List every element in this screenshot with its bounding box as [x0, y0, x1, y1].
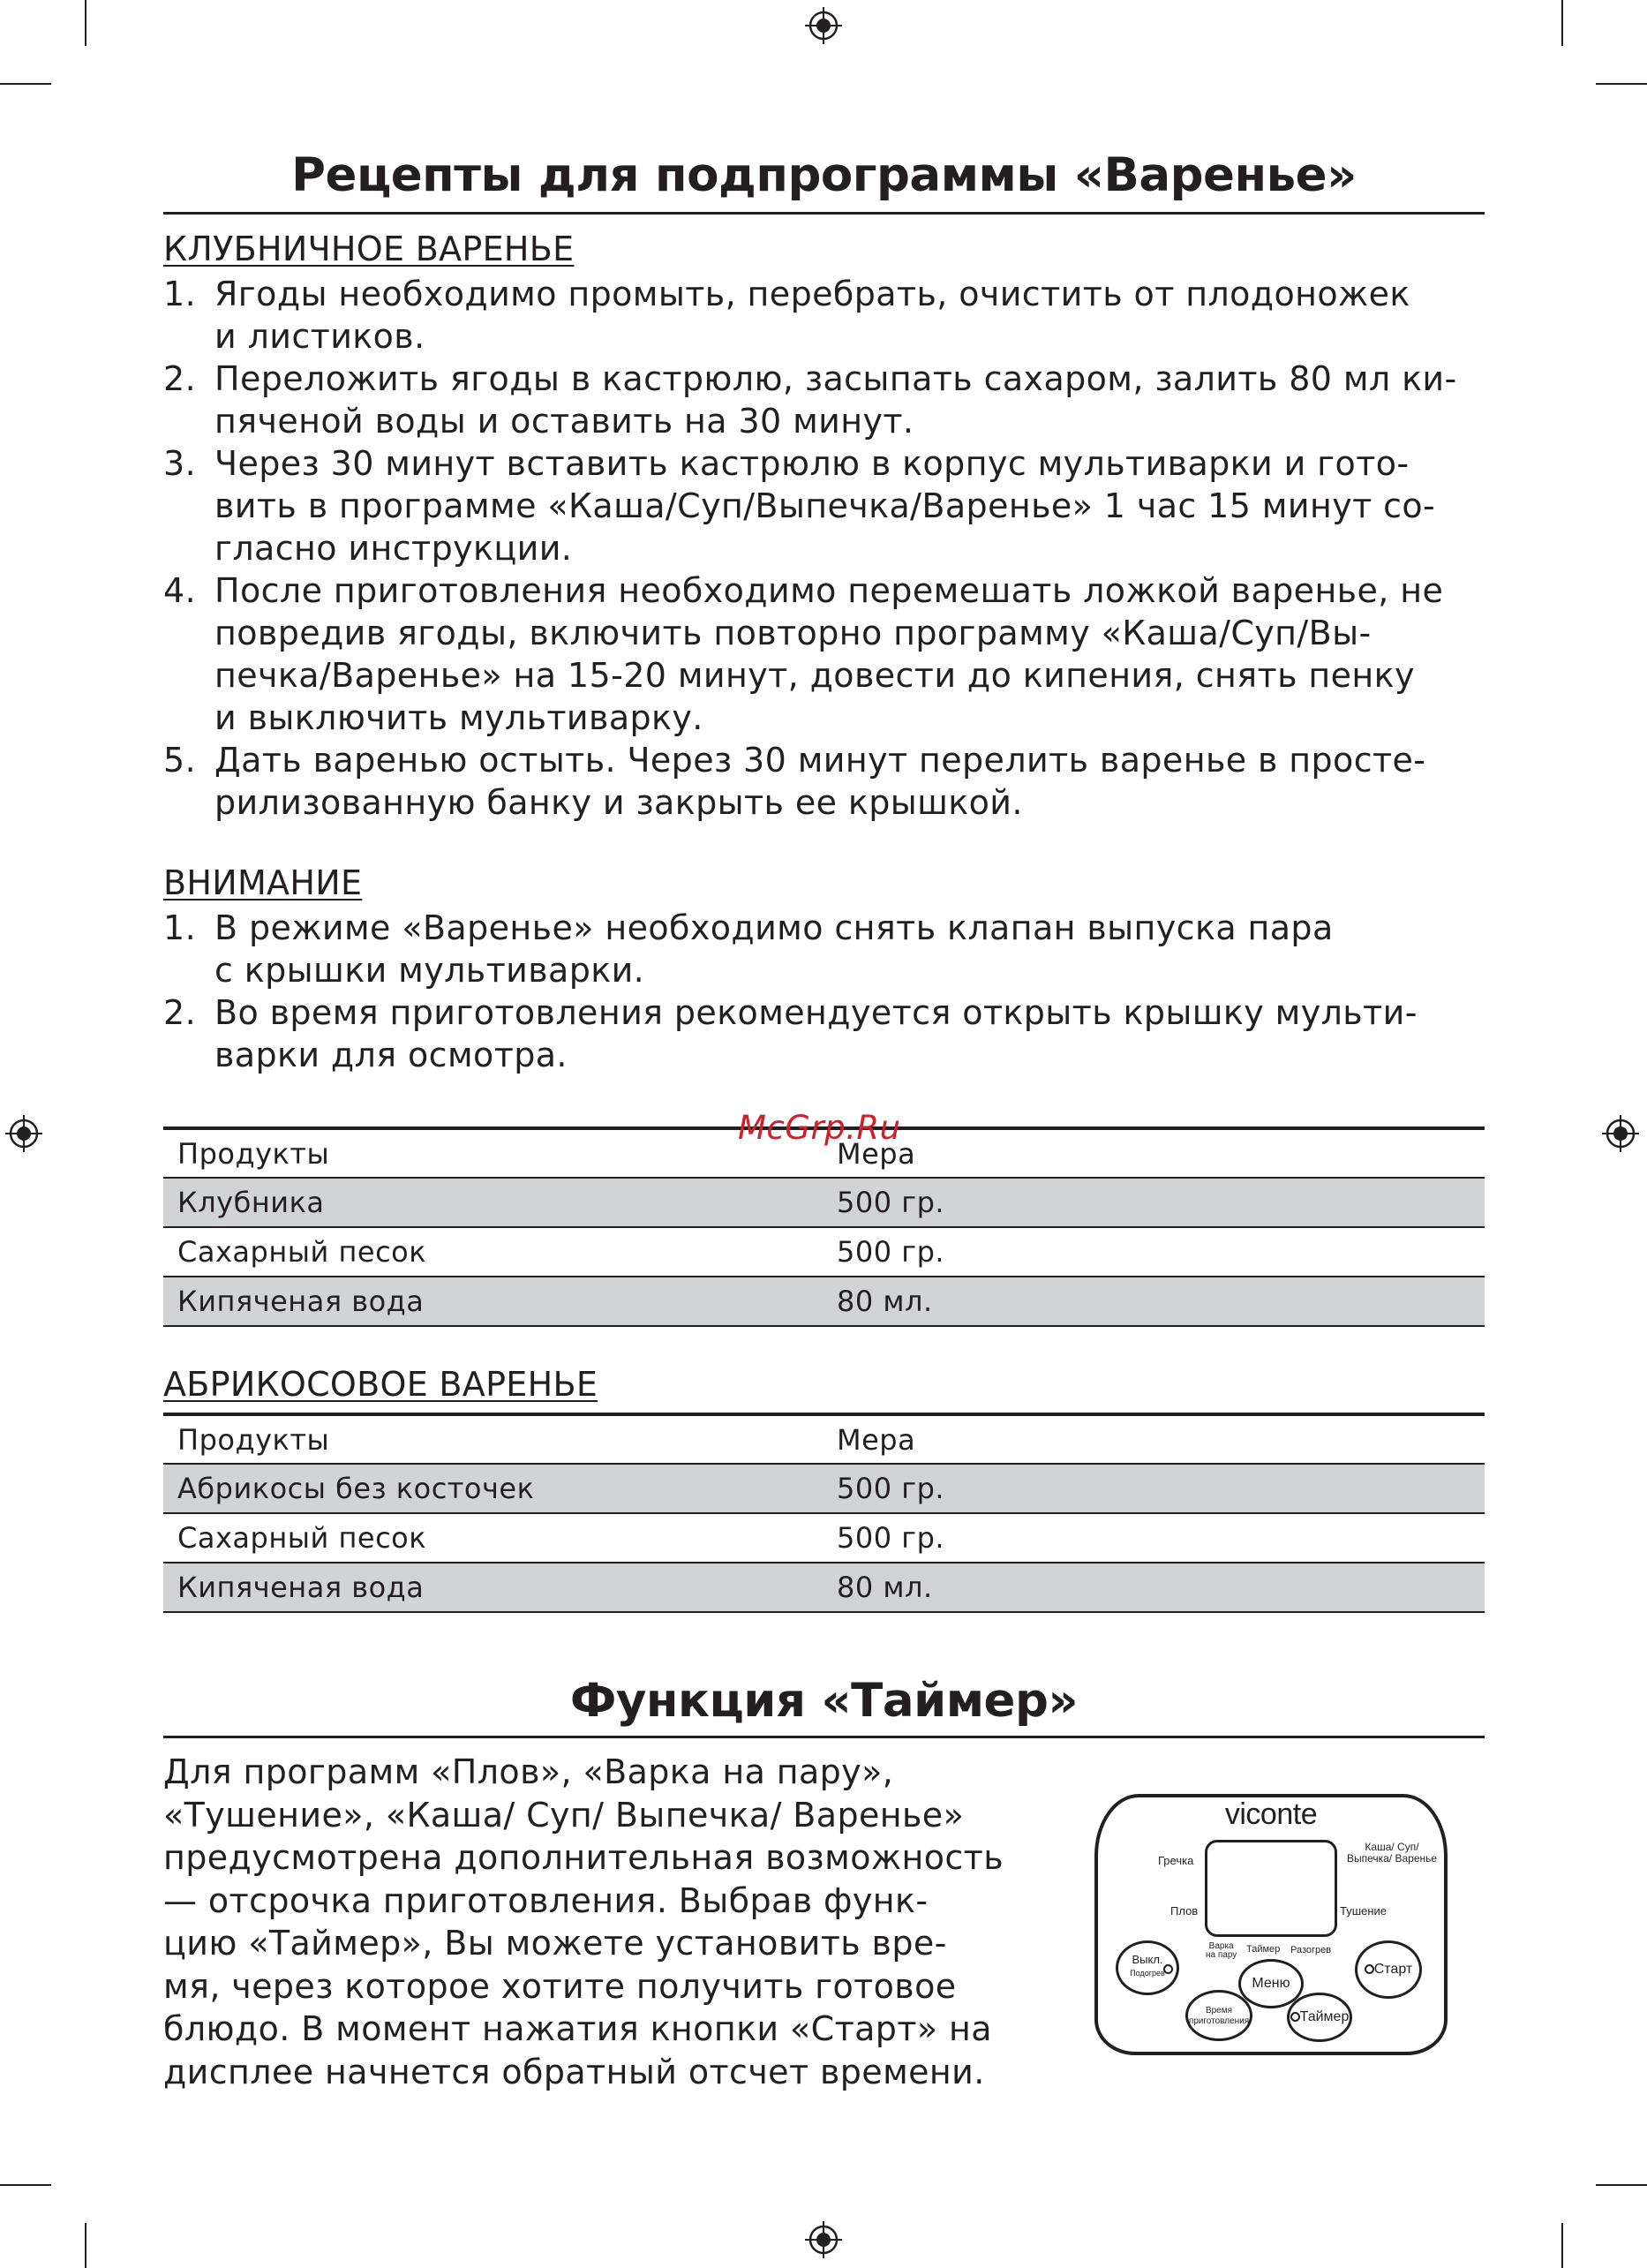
- table-row: [163, 1178, 1485, 1227]
- table-row: [163, 1464, 1485, 1513]
- attention-heading: ВНИМАНИЕ: [163, 863, 363, 902]
- page-title: Рецепты для подпрограммы «Варенье»: [291, 148, 1357, 202]
- list-item: 5. Дать варенью остыть. Через 30 минут перелить варенье в просте- рилизованную банку и закрыть ее крышкой.: [163, 741, 1426, 822]
- apricot-heading: АБРИКОСОВОЕ ВАРЕНЬЕ: [163, 1365, 598, 1404]
- off-warm-button[interactable]: Выкл. Подогрев: [1116, 1940, 1179, 1995]
- list-item: 3. Через 30 минут вставить кастрюлю в корпус мультиварки и гото- вить в программе «Каша/Суп/Выпечка/Варенье» 1 час 15 минут со- гласно инструкции.: [163, 444, 1436, 568]
- table-cell: 500 гр.: [823, 1227, 1485, 1277]
- table-cell: Сахарный песок: [163, 1227, 823, 1277]
- label-plov: Плов: [1170, 1904, 1199, 1918]
- indicator-icon: [1365, 1964, 1374, 1974]
- list-item: 2. Переложить ягоды в кастрюлю, засыпать сахаром, залить 80 мл ки- пяченой воды и оставить на 30 минут.: [163, 359, 1457, 441]
- strawberry-heading: КЛУБНИЧНОЕ ВАРЕНЬЕ: [163, 230, 575, 268]
- watermark: McGrp.Ru: [738, 1109, 901, 1147]
- list-item: 1. Ягоды необходимо промыть, перебрать, очистить от плодоножек и листиков.: [163, 275, 1410, 356]
- indicator-icon: [1290, 2012, 1300, 2022]
- strawberry-ingredients-table: [163, 1126, 1485, 1327]
- label-varka: Варка на пару: [1206, 1941, 1237, 1960]
- crop-mark: [85, 2223, 86, 2268]
- list-item: 2. Во время приготовления рекомендуется открыть крышку мульти- варки для осмотра.: [163, 993, 1418, 1074]
- table-header-cell: Продукты: [163, 1128, 823, 1178]
- label-tajmer-small: Таймер: [1246, 1944, 1281, 1955]
- crop-mark: [1561, 2223, 1563, 2268]
- registration-mark-icon: [805, 7, 842, 44]
- timer-button[interactable]: Таймер: [1287, 1993, 1352, 2042]
- registration-mark-icon: [805, 2221, 842, 2258]
- control-panel-illustration: [1094, 1794, 1448, 2055]
- list-item: 1. В режиме «Варенье» необходимо снять клапан выпуска пара с крышки мультиварки.: [163, 908, 1334, 990]
- table-row: [163, 1227, 1485, 1277]
- panel-display: [1205, 1840, 1337, 1937]
- table-cell: Абрикосы без косточек: [163, 1464, 823, 1513]
- timer-title: Функция «Таймер»: [569, 1674, 1079, 1728]
- label-razogrev: Разогрев: [1290, 1945, 1332, 1955]
- table-header-cell: Продукты: [163, 1414, 823, 1464]
- crop-mark: [0, 83, 51, 85]
- table-cell: Кипяченая вода: [163, 1277, 823, 1326]
- table-row: [163, 1277, 1485, 1326]
- strawberry-steps: [163, 273, 1496, 824]
- table-header-cell: Мера: [823, 1128, 1485, 1178]
- menu-button[interactable]: Меню: [1238, 1959, 1304, 2008]
- start-button[interactable]: Старт: [1355, 1940, 1422, 1999]
- list-item: 4. После приготовления необходимо перемешать ложкой варенье, не повредив ягоды, включить повторно программу «Каша/Суп/Вы- печка/Варенье» на 15-20 минут, довести до кипения, снять пенку и выключить мультиварку.: [163, 571, 1444, 737]
- table-cell: 500 гр.: [823, 1464, 1485, 1513]
- crop-mark: [85, 0, 86, 46]
- table-cell: Сахарный песок: [163, 1513, 823, 1563]
- table-cell: Клубника: [163, 1178, 823, 1227]
- label-tushenie: Тушение: [1340, 1904, 1388, 1918]
- crop-mark: [1596, 2184, 1647, 2186]
- label-kasha: Каша/ Суп/ Выпечка/ Варенье: [1346, 1841, 1438, 1865]
- attention-steps: [163, 907, 1496, 1076]
- table-cell: 500 гр.: [823, 1178, 1485, 1227]
- table-cell: Кипяченая вода: [163, 1563, 823, 1612]
- title-rule: [163, 212, 1485, 215]
- timer-description: Для программ «Плов», «Варка на пару», «Тушение», «Каша/ Суп/ Выпечка/ Варенье» предусмотрена дополнительная возможность — отсрочка приготовления. Выбрав функ- цию «Таймер», Вы можете установить вре- мя, через которое хотите получить готовое блюдо. В момент нажатия кнопки «Старт» на дисплее начнется обратный отсчет времени.: [163, 1752, 1004, 2091]
- crop-mark: [0, 2184, 51, 2186]
- table-cell: 80 мл.: [823, 1277, 1485, 1326]
- crop-mark: [1561, 0, 1563, 46]
- table-cell: 80 мл.: [823, 1563, 1485, 1612]
- table-header-row: [163, 1414, 1485, 1464]
- indicator-icon: [1163, 1964, 1173, 1974]
- cooking-time-button[interactable]: Время приготовления: [1185, 1990, 1252, 2041]
- table-cell: 500 гр.: [823, 1513, 1485, 1563]
- registration-mark-icon: [5, 1115, 42, 1152]
- table-row: [163, 1563, 1485, 1612]
- label-grechka: Гречка: [1158, 1854, 1194, 1867]
- table-row: [163, 1513, 1485, 1563]
- brand-logo: viconte: [1224, 1797, 1318, 1831]
- registration-mark-icon: [1602, 1115, 1639, 1152]
- crop-mark: [1596, 83, 1647, 85]
- apricot-ingredients-table: [163, 1413, 1485, 1613]
- timer-title-rule: [163, 1736, 1485, 1738]
- table-header-cell: Мера: [823, 1414, 1485, 1464]
